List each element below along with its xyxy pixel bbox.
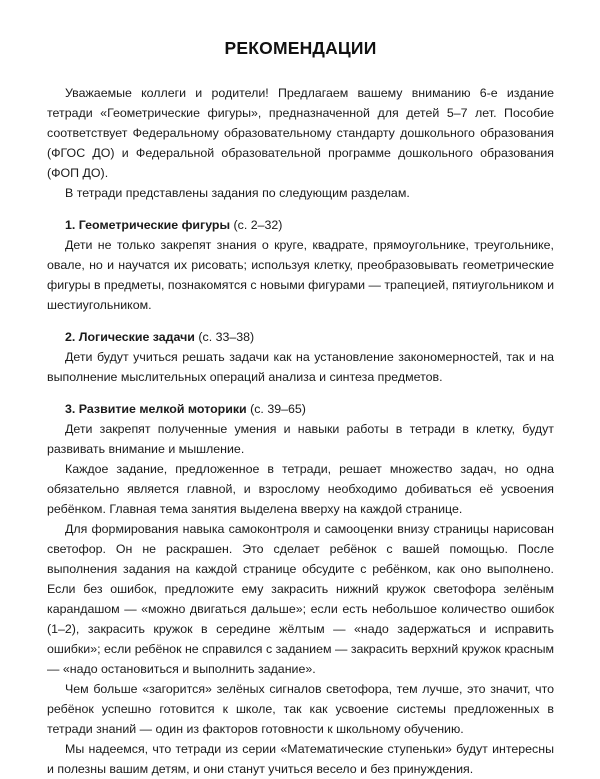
section-title: 1. Геометрические фигуры xyxy=(65,218,231,232)
page-title: РЕКОМЕНДАЦИИ xyxy=(224,38,377,58)
section xyxy=(47,399,554,779)
section-paragraph: Мы надеемся, что тетради из серии «Математические ступеньки» будут интересны и полезны вашим детям, и они станут учиться весело и без принуждения. xyxy=(47,742,554,776)
section-title: 3. Развитие мелкой моторики xyxy=(65,402,247,416)
section-paragraph: Для формирования навыка самоконтроля и самооценки внизу страницы нарисован светофор. Он не раскрашен. Это сделает ребёнок с вашей помощью. После выполнения задания на каждой странице обсудите с ребёнком, как оно выполнено. Если без ошибок, предложите ему закрасить нижний кружок светофора зелёным карандашом — «можно двигаться дальше»; если есть небольшое количество ошибок (1–2), закрасить кружок в середине жёлтым — «надо задержаться и исправить ошибки»; если ребёнок не справился с заданием — закрасить верхний кружок красным — «надо остановиться и выполнить задание». xyxy=(47,522,554,676)
section xyxy=(47,327,554,387)
section-title: 2. Логические задачи xyxy=(65,330,195,344)
section-paragraph: Дети закрепят полученные умения и навыки работы в тетради в клетку, будут развивать внимание и мышление. xyxy=(47,422,554,456)
section-heading xyxy=(47,399,554,419)
section-paragraph: Дети будут учиться решать задачи как на установление закономерностей, так и на выполнение мыслительных операций анализа и синтеза предметов. xyxy=(47,350,554,384)
section-pages: (с. 2–32) xyxy=(230,218,283,232)
section-paragraph: Чем больше «загорится» зелёных сигналов светофора, тем лучше, это значит, что ребёнок успешно готовится к школе, так как усвоение системы предложенных в тетради знаний — один из факторов готовности к школьному обучению. xyxy=(47,682,554,736)
intro-paragraph: В тетради представлены задания по следующим разделам. xyxy=(65,186,410,200)
section-paragraph: Дети не только закрепят знания о круге, квадрате, прямоугольнике, треугольнике, овале, но и научатся их рисовать; используя клетку, преобразовывать геометрические фигуры в предметы, познакомятся с новыми фигурами — трапецией, пятиугольником и шестиугольником. xyxy=(47,238,554,312)
section-pages: (с. 39–65) xyxy=(246,402,306,416)
section-pages: (с. 33–38) xyxy=(194,330,255,344)
section-heading xyxy=(47,327,554,347)
section xyxy=(47,215,554,315)
intro-paragraph: Уважаемые коллеги и родители! Предлагаем вашему вниманию 6-е издание тетради «Геометрические фигуры», предназначенной для детей 5–7 лет. Пособие соответствует Федеральному образовательному стандарту дошкольного образования (ФГОС ДО) и Федеральной образовательной программе дошкольного образования (ФОП ДО). xyxy=(47,86,554,180)
section-paragraph: Каждое задание, предложенное в тетради, решает множество задач, но одна обязательно является главной, и взрослому необходимо добиваться её усвоения ребёнком. Главная тема занятия выделена вверху на каждой странице. xyxy=(47,462,554,516)
section-heading xyxy=(47,215,554,235)
